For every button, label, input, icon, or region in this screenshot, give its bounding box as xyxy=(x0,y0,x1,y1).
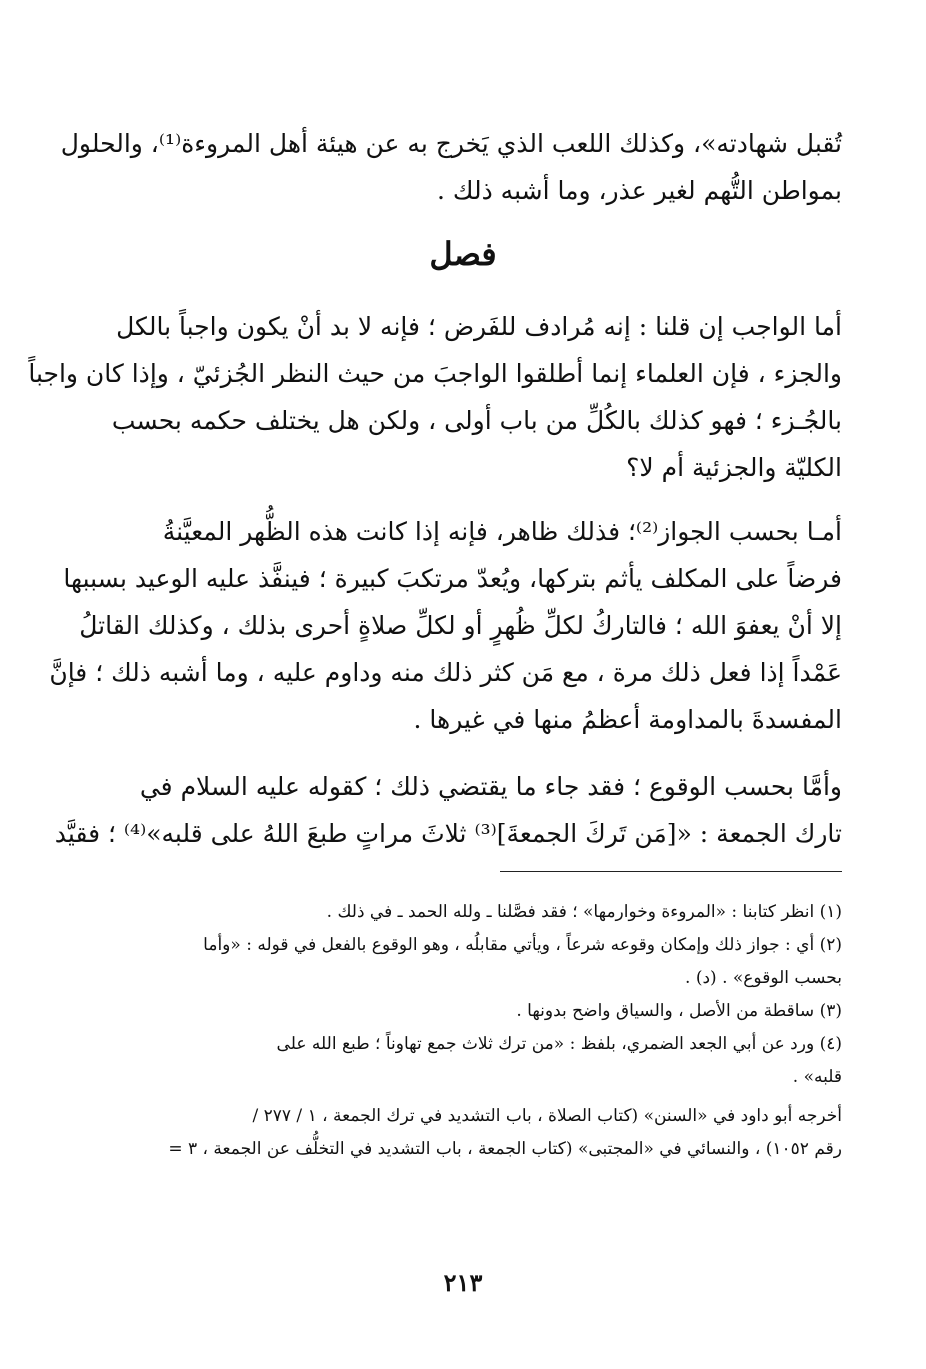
footnote-line: (٢) أي : جواز ذلك وإمكان وقوعه شرعاً ، ويأتي مقابلُه ، وهو الوقوع بالفعل في قوله : «وأما xyxy=(203,935,842,955)
text-line: وأمَّا بحسب الوقوع ؛ فقد جاء ما يقتضي ذلك ؛ كقوله عليه السلام في xyxy=(139,772,842,801)
footnotes xyxy=(112,896,842,1166)
text-line: الكليّة والجزئية أم لا؟ xyxy=(626,453,842,482)
text-line: تارك الجمعة : «[مَن تَركَ الجمعةَ]⁽³⁾ ثلاثَ مراتٍ طبعَ اللهُ على قلبه»⁽⁴⁾ ؛ فقيَّد xyxy=(54,819,842,848)
footnote-line: أخرجه أبو داود في «السنن» (كتاب الصلاة ، باب التشديد في ترك الجمعة ، ١ / ٢٧٧ / xyxy=(252,1106,842,1126)
text-line: فرضاً على المكلف يأثم بتركها، ويُعدّ مرتكبَ كبيرة ؛ فينفَّذ عليه الوعيد بسببها xyxy=(63,564,842,593)
footnote-line: قلبه» . xyxy=(792,1067,842,1087)
footnote-line: (١) انظر كتابنا : «المروءة وخوارمها» ؛ فقد فصَّلنا ـ ولله الحمد ـ في ذلك . xyxy=(326,902,842,922)
paragraph-3 xyxy=(54,763,842,857)
footnote-line: بحسب الوقوع» . (د) . xyxy=(685,968,842,988)
footnote-line: (٤) ورد عن أبي الجعد الضمري، بلفظ : «من ترك ثلاث جمع تهاوناً ؛ طبع الله على xyxy=(276,1034,842,1054)
text-line: بمواطن التُّهم لغير عذر، وما أشبه ذلك . xyxy=(437,176,842,205)
paragraph-2 xyxy=(49,508,842,743)
text-line: أمـا بحسب الجواز⁽²⁾؛ فذلك ظاهر، فإنه إذا كانت هذه الظُّهر المعيَّنةُ xyxy=(162,517,842,546)
text-line: إلا أنْ يعفوَ الله ؛ فالتاركُ لكلِّ ظُهرٍ أو لكلِّ صلاةٍ أحرى بذلك ، وكذلك القاتلُ xyxy=(79,611,842,640)
text-line: بالجُـزء ؛ فهو كذلك بالكُلِّ من باب أولى ، ولكن هل يختلف حكمه بحسب xyxy=(111,406,842,435)
text-line: والجزء ، فإن العلماء إنما أطلقوا الواجبَ من حيث النظر الجُزئيّ ، وإذا كان واجباً xyxy=(28,359,842,388)
footnote-divider xyxy=(500,871,842,872)
footnote-line: رقم ١٠٥٢) ، والنسائي في «المجتبى» (كتاب الجمعة ، باب التشديد في التخلُّف عن الجمعة ، ٣ = xyxy=(168,1139,842,1159)
page-number: ٢١٣ xyxy=(443,1268,483,1297)
text-line: المفسدةَ بالمداومة أعظمُ منها في غيرها . xyxy=(413,705,842,734)
text-line: تُقبل شهادته»، وكذلك اللعب الذي يَخرج به عن هيئة أهل المروءة⁽¹⁾، والحلول xyxy=(60,129,842,158)
footnote-line: (٣) ساقطة من الأصل ، والسياق واضح بدونها . xyxy=(516,1001,842,1021)
top-paragraph xyxy=(60,120,842,214)
text-line: أما الواجب إن قلنا : إنه مُرادف للفَرض ؛ فإنه لا بد أنْ يكون واجباً بالكل xyxy=(116,312,842,341)
text-line: عَمْداً إذا فعل ذلك مرة ، مع مَن كثر ذلك منه وداوم عليه ، وما أشبه ذلك ؛ فإنَّ xyxy=(49,658,842,687)
paragraph-1 xyxy=(28,303,842,491)
section-heading: فصل xyxy=(429,235,497,273)
